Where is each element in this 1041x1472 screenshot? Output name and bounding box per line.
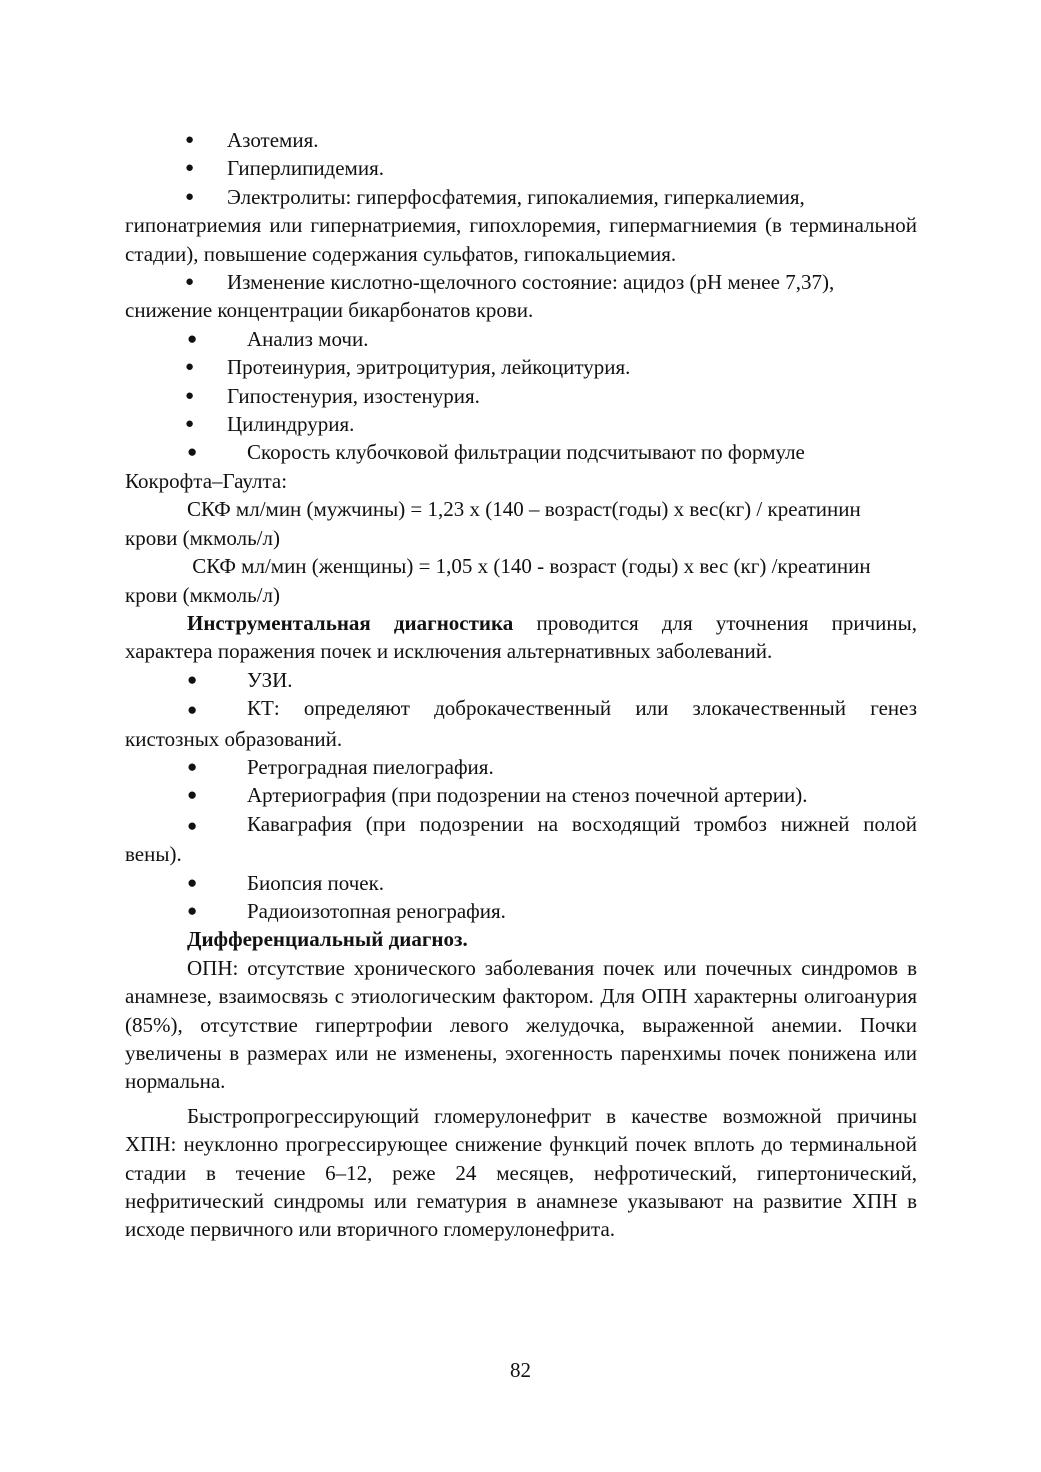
list-item	[125, 410, 917, 438]
list-item-gfr	[125, 438, 917, 466]
formula-women: СКФ мл/мин (женщины) = 1,05 х (140 - возраст (годы) х вес (кг) /креатинин крови (мкмоль/л)	[125, 554, 876, 607]
list-item-text: Гипостенурия, изостенурия.	[227, 383, 480, 408]
paragraph-continuation: Кокрофта–Гаулта:	[125, 468, 288, 493]
instrumental-text: проводится для уточнения причины, характера поражения почек и исключения альтернативных заболеваний.	[125, 610, 917, 664]
list-item-wrapped	[125, 810, 917, 869]
list-item	[125, 666, 917, 694]
paragraph-continuation: гипонатриемия или гипернатриемия, гипохлоремия, гипермагниемия (в терминальной стадии), повышение содержания сульфатов, гипокальциемия.	[125, 213, 917, 266]
list-item-urine	[125, 325, 917, 353]
section-heading-differential: Дифференциальный диагноз.	[187, 927, 468, 952]
bullet-icon: ●	[185, 416, 195, 433]
instrumental-paragraph	[125, 609, 917, 666]
list-item-text: Цилиндрурия.	[227, 412, 355, 437]
bullet-icon: ●	[187, 872, 198, 892]
list-item	[125, 897, 917, 925]
list-item	[125, 869, 917, 897]
list-item-text: Каваграфия (при подозрении на восходящий тромбоз нижней полой вены).	[125, 811, 917, 867]
formula-men: СКФ мл/мин (мужчины) = 1,23 х (140 – возраст(годы) х вес(кг) / креатинин крови (мкмоль/л)	[125, 497, 861, 550]
list-item-text: Азотемия.	[227, 128, 319, 152]
list-item-text: Скорость клубочковой фильтрации подсчитывают по формуле	[247, 440, 805, 465]
bullet-icon: ●	[185, 132, 195, 148]
list-item-electrolytes	[125, 183, 917, 211]
bullet-icon: ●	[187, 815, 198, 835]
list-item-text: УЗИ.	[247, 667, 293, 692]
page-number: 82	[510, 1358, 531, 1382]
bullet-icon: ●	[187, 669, 198, 689]
list-item-text: Гиперлипидемия.	[227, 156, 384, 181]
bullet-icon: ●	[187, 328, 198, 348]
bullet-icon: ●	[187, 785, 198, 805]
differential-paragraph-1: ОПН: отсутствие хронического заболевания почек или почечных синдромов в анамнезе, взаимосвязь с этиологическим фактором. Для ОПН характерны олигоанурия (85%), отсутствие гипертрофии левого желудочка, выраженной анемии. Почки увеличены в размерах или не изменены, эхогенность паренхимы почек понижена или нормальна.	[125, 955, 917, 1094]
bullet-icon: ●	[185, 387, 195, 404]
bullet-icon: ●	[187, 442, 198, 462]
list-item	[125, 781, 917, 809]
list-item-acid-base	[125, 268, 917, 296]
page-body	[125, 126, 917, 1244]
list-item	[125, 382, 917, 410]
list-item-wrapped	[125, 694, 917, 753]
list-item	[125, 154, 917, 182]
bullet-icon: ●	[187, 756, 198, 776]
paragraph-continuation: снижение концентрации бикарбонатов крови.	[125, 298, 534, 323]
list-item-text: Радиоизотопная ренография.	[247, 898, 506, 923]
list-item-text: Электролиты: гиперфосфатемия, гипокалиемия, гиперкалиемия,	[227, 184, 805, 209]
bullet-icon: ●	[187, 900, 198, 920]
list-item	[125, 353, 917, 381]
bullet-icon: ●	[185, 274, 195, 291]
differential-paragraph-2: Быстропрогрессирующий гломерулонефрит в качестве возможной причины ХПН: неуклонно прогрессирующее снижение функций почек вплоть до терминальной стадии в течение 6–12, реже 24 месяцев, нефротический, гипертонический, нефритический синдромы или гематурия в анамнезе указывают на развитие ХПН в исходе первичного или вторичного гломерулонефрита.	[125, 1103, 917, 1242]
list-item	[125, 753, 917, 781]
list-item-text: КТ: определяют доброкачественный или злокачественный генез кистозных образований.	[125, 696, 917, 751]
list-item-text: Ретроградная пиелография.	[247, 754, 494, 779]
section-heading-instrumental: Инструментальная диагностика	[187, 610, 514, 635]
bullet-icon: ●	[187, 700, 198, 720]
list-item-text: Биопсия почек.	[247, 870, 385, 895]
list-item-text: Изменение кислотно-щелочного состояние: ацидоз (рН менее 7,37),	[227, 270, 835, 295]
list-item	[125, 126, 917, 154]
list-item-text: Артериография (при подозрении на стеноз почечной артерии).	[247, 783, 808, 808]
bullet-icon: ●	[185, 188, 195, 205]
bullet-icon: ●	[185, 359, 195, 376]
list-item-text: Протеинурия, эритроцитурия, лейкоцитурия.	[227, 355, 631, 380]
list-item-text: Анализ мочи.	[247, 326, 369, 351]
bullet-icon: ●	[185, 160, 195, 177]
